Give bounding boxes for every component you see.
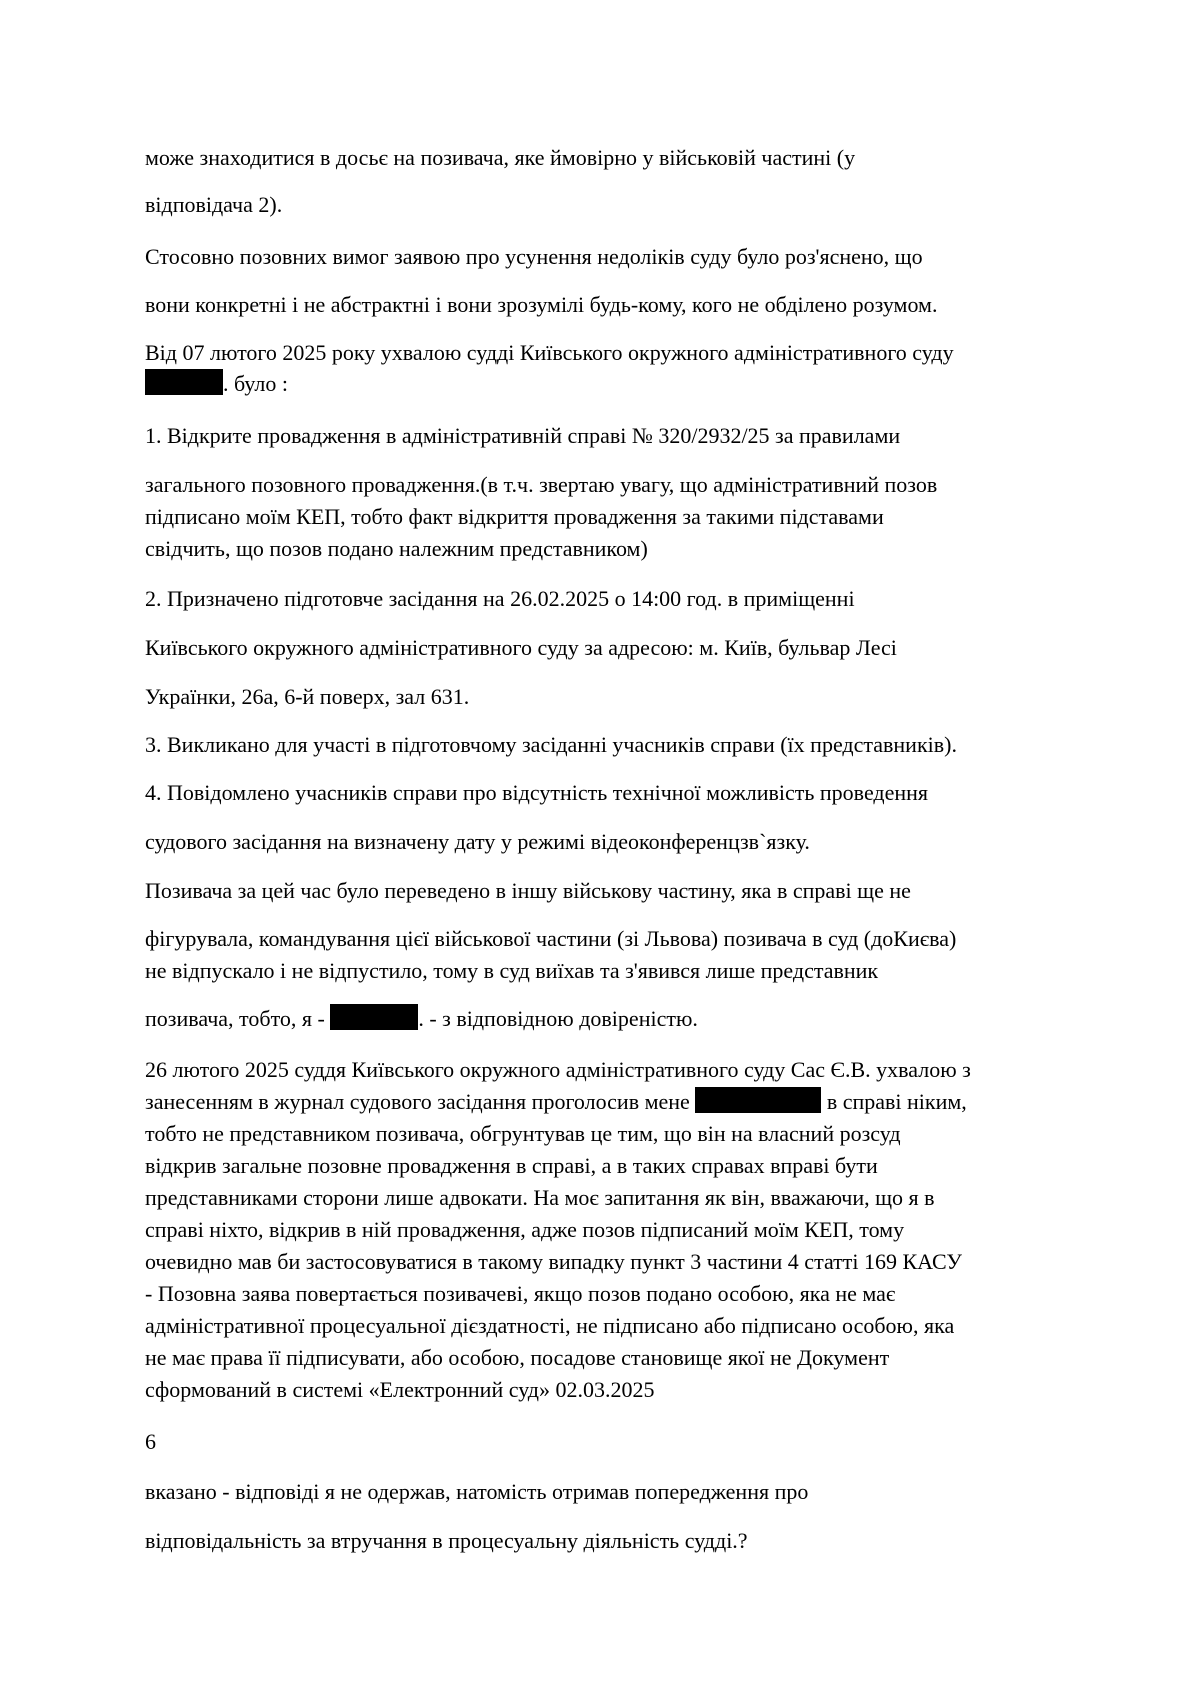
text-line: - Позовна заява повертається позивачеві, якщо позов подано особою, яка не має — [145, 1281, 896, 1306]
text-line: фігурувала, командування цієї військової частини (зі Львова) позивача в суд (доКиєва) — [145, 926, 957, 951]
redaction-block — [145, 369, 223, 395]
text-line: не має права її підписувати, або особою, посадове становище якої не Документ — [145, 1345, 890, 1370]
list-item-line: 2. Призначено підготовче засідання на 26.02.2025 о 14:00 год. в приміщенні — [145, 586, 855, 611]
text-line: справі ніхто, відкрив в ній провадження, адже позов підписаний моїм КЕП, тому — [145, 1217, 905, 1242]
list-item-line: свідчить, що позов подано належним представником) — [145, 536, 648, 561]
list-item-line: Українки, 26а, 6-й поверх, зал 631. — [145, 684, 470, 709]
text-line — [145, 369, 288, 399]
text-line — [145, 1087, 967, 1117]
text-line: адміністративної процесуальної дієздатності, не підписано або підписано особою, яка — [145, 1313, 955, 1338]
text-line: представниками сторони лише адвокати. На моє запитання як він, вважаючи, що я в — [145, 1185, 935, 1210]
text-line: Позивача за цей час було переведено в іншу військову частину, яка в справі ще не — [145, 878, 911, 903]
list-item-line: судового засідання на визначену дату у режимі відеоконференцзв`язку. — [145, 829, 810, 854]
text-line: відповідальність за втручання в процесуальну діяльність судді.? — [145, 1528, 748, 1553]
text-fragment: . - з відповідною довіреністю. — [418, 1006, 698, 1031]
text-line: відповідача 2). — [145, 192, 283, 217]
text-fragment: занесенням в журнал судового засідання проголосив мене — [145, 1089, 696, 1114]
text-line: тобто не представником позивача, обгрунтував це тим, що він на власний розсуд — [145, 1121, 901, 1146]
list-item-line: 1. Відкрите провадження в адміністративній справі № 320/2932/25 за правилами — [145, 423, 901, 448]
list-item-line: підписано моїм КЕП, тобто факт відкриття провадження за такими підставами — [145, 504, 884, 529]
text-fragment: позивача, тобто, я - — [145, 1006, 331, 1031]
text-line: вони конкретні і не абстрактні і вони зрозумілі будь-кому, кого не обділено розумом. — [145, 292, 938, 317]
list-item-line: 3. Викликано для участі в підготовчому засіданні учасників справи (їх представників). — [145, 732, 957, 757]
text-line: Стосовно позовних вимог заявою про усунення недоліків суду було роз'яснено, що — [145, 244, 923, 269]
text-line: 26 лютого 2025 суддя Київського окружного адміністративного суду Сас Є.В. ухвалою з — [145, 1057, 971, 1082]
list-item-line: Київського окружного адміністративного суду за адресою: м. Київ, бульвар Лесі — [145, 635, 897, 660]
redaction-block — [695, 1087, 821, 1113]
text-line: не відпускало і не відпустило, тому в суд виїхав та з'явився лише представник — [145, 958, 879, 983]
text-line: вказано - відповіді я не одержав, натомість отримав попередження про — [145, 1479, 809, 1504]
text-line: очевидно мав би застосовуватися в такому випадку пункт 3 частини 4 статті 169 КАСУ — [145, 1249, 962, 1274]
text-fragment: . було : — [223, 371, 288, 396]
text-line: Від 07 лютого 2025 року ухвалою судді Київського окружного адміністративного суду — [145, 340, 954, 365]
text-line: сформований в системі «Електронний суд» 02.03.2025 — [145, 1377, 655, 1402]
list-item-line: 4. Повідомлено учасників справи про відсутність технічної можливість проведення — [145, 780, 929, 805]
text-line: може знаходитися в досьє на позивача, яке ймовірно у військовій частині (у — [145, 145, 856, 170]
text-fragment: в справі ніким, — [821, 1089, 967, 1114]
redaction-block — [330, 1004, 418, 1030]
page-number: 6 — [145, 1429, 156, 1454]
text-line: відкрив загальне позовне провадження в справі, а в таких справах вправі бути — [145, 1153, 878, 1178]
list-item-line: загального позовного провадження.(в т.ч. звертаю увагу, що адміністративний позов — [145, 472, 938, 497]
text-line — [145, 1004, 698, 1034]
